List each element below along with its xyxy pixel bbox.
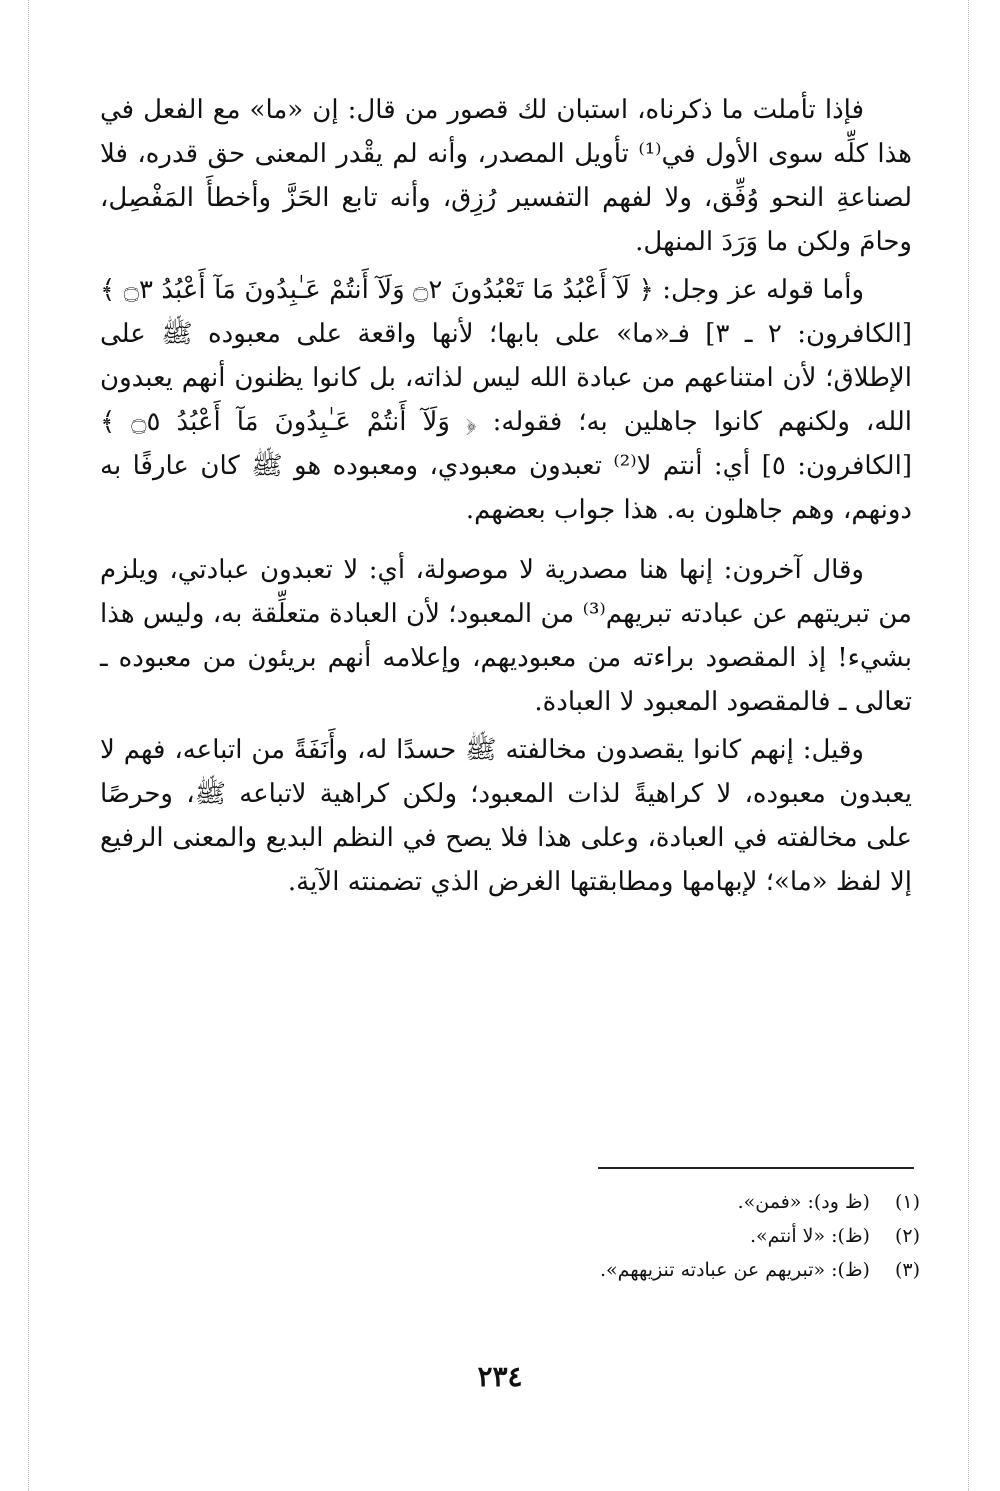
footnote-number: (٢) — [894, 1225, 920, 1247]
footnote-divider — [598, 1167, 914, 1169]
footnote-text: (ظ ود): «فمن». — [737, 1191, 870, 1213]
left-scan-edge — [28, 0, 29, 1491]
footnote-number: (٣) — [894, 1259, 920, 1281]
paragraph-2: وأما قوله عز وجل: ﴿ لَآ أَعْبُدُ مَا تَعْبُدُونَ ۝٢ وَلَآ أَنتُمْ عَـٰبِدُونَ مَآ أَعْبُدُ ۝٣ ﴾ [الكافرون: ٢ ـ ٣] فـ«ما» على بابها؛ لأنها واقعة على معبوده ﷺ على الإطلاق؛ لأن امتناعهم من عبادة الله ليس لذاته، بل كانوا يظنون أنهم يعبدون الله، ولكنهم كانوا جاهلين به؛ فقوله: ﴿ وَلَآ أَنتُمْ عَـٰبِدُونَ مَآ أَعْبُدُ ۝٥ ﴾ [الكافرون: ٥] أي: أنتم لا⁽²⁾ تعبدون معبودي، ومعبوده هو ﷺ كان عارفًا به دونهم، وهم جاهلون به. هذا جواب بعضهم. — [100, 275, 913, 525]
footnote-item — [100, 1185, 920, 1219]
footnote-text: (ظ): «تبريهم عن عبادته تنزيههم». — [599, 1259, 870, 1281]
footnote-number: (١) — [894, 1191, 920, 1213]
right-scan-edge — [968, 0, 969, 1491]
paragraph-4: وقيل: إنهم كانوا يقصدون مخالفته ﷺ حسدًا له، وأَنَفَةً من اتباعه، فهم لا يعبدون معبوده، لا كراهيةً لذات المعبود؛ ولكن كراهية لاتباعه ﷺ، وحرصًا على مخالفته في العبادة، وعلى هذا فلا يصح في النظم البديع والمعنى الرفيع إلا لفظ «ما»؛ لإبهامها ومطابقتها الغرض الذي تضمنته الآية. — [100, 735, 912, 897]
paragraph-3: وقال آخرون: إنها هنا مصدرية لا موصولة، أي: لا تعبدون عبادتي، ويلزم من تبريتهم عن عبادته تبريهم⁽³⁾ من المعبود؛ لأن العبادة متعلِّقة به، وليس هذا بشيء! إذ المقصود براءته من معبوديهم، وإعلامه أنهم بريئون من معبوده ـ تعالى ـ فالمقصود المعبود لا العبادة. — [100, 555, 912, 717]
footnote-text: (ظ): «لا أنتم». — [750, 1225, 870, 1247]
page-number: ٢٣٤ — [477, 1360, 523, 1393]
footnotes-list — [100, 1185, 920, 1287]
footnote-item — [100, 1219, 920, 1253]
main-text — [100, 88, 912, 904]
paragraph-1: فإذا تأملت ما ذكرناه، استبان لك قصور من قال: إن «ما» مع الفعل في هذا كلِّه سوى الأول في⁽¹⁾ تأويل المصدر، وأنه لم يقْدر المعنى حق قدره، فلا لصناعةِ النحو وُفِّق، ولا لفهم التفسير رُزِق، وأنه تابع الحَزَّ وأخطأَ المَفْصِل، وحامَ ولكن ما وَرَدَ المنهل. — [100, 95, 912, 257]
footnote-item — [100, 1253, 920, 1287]
